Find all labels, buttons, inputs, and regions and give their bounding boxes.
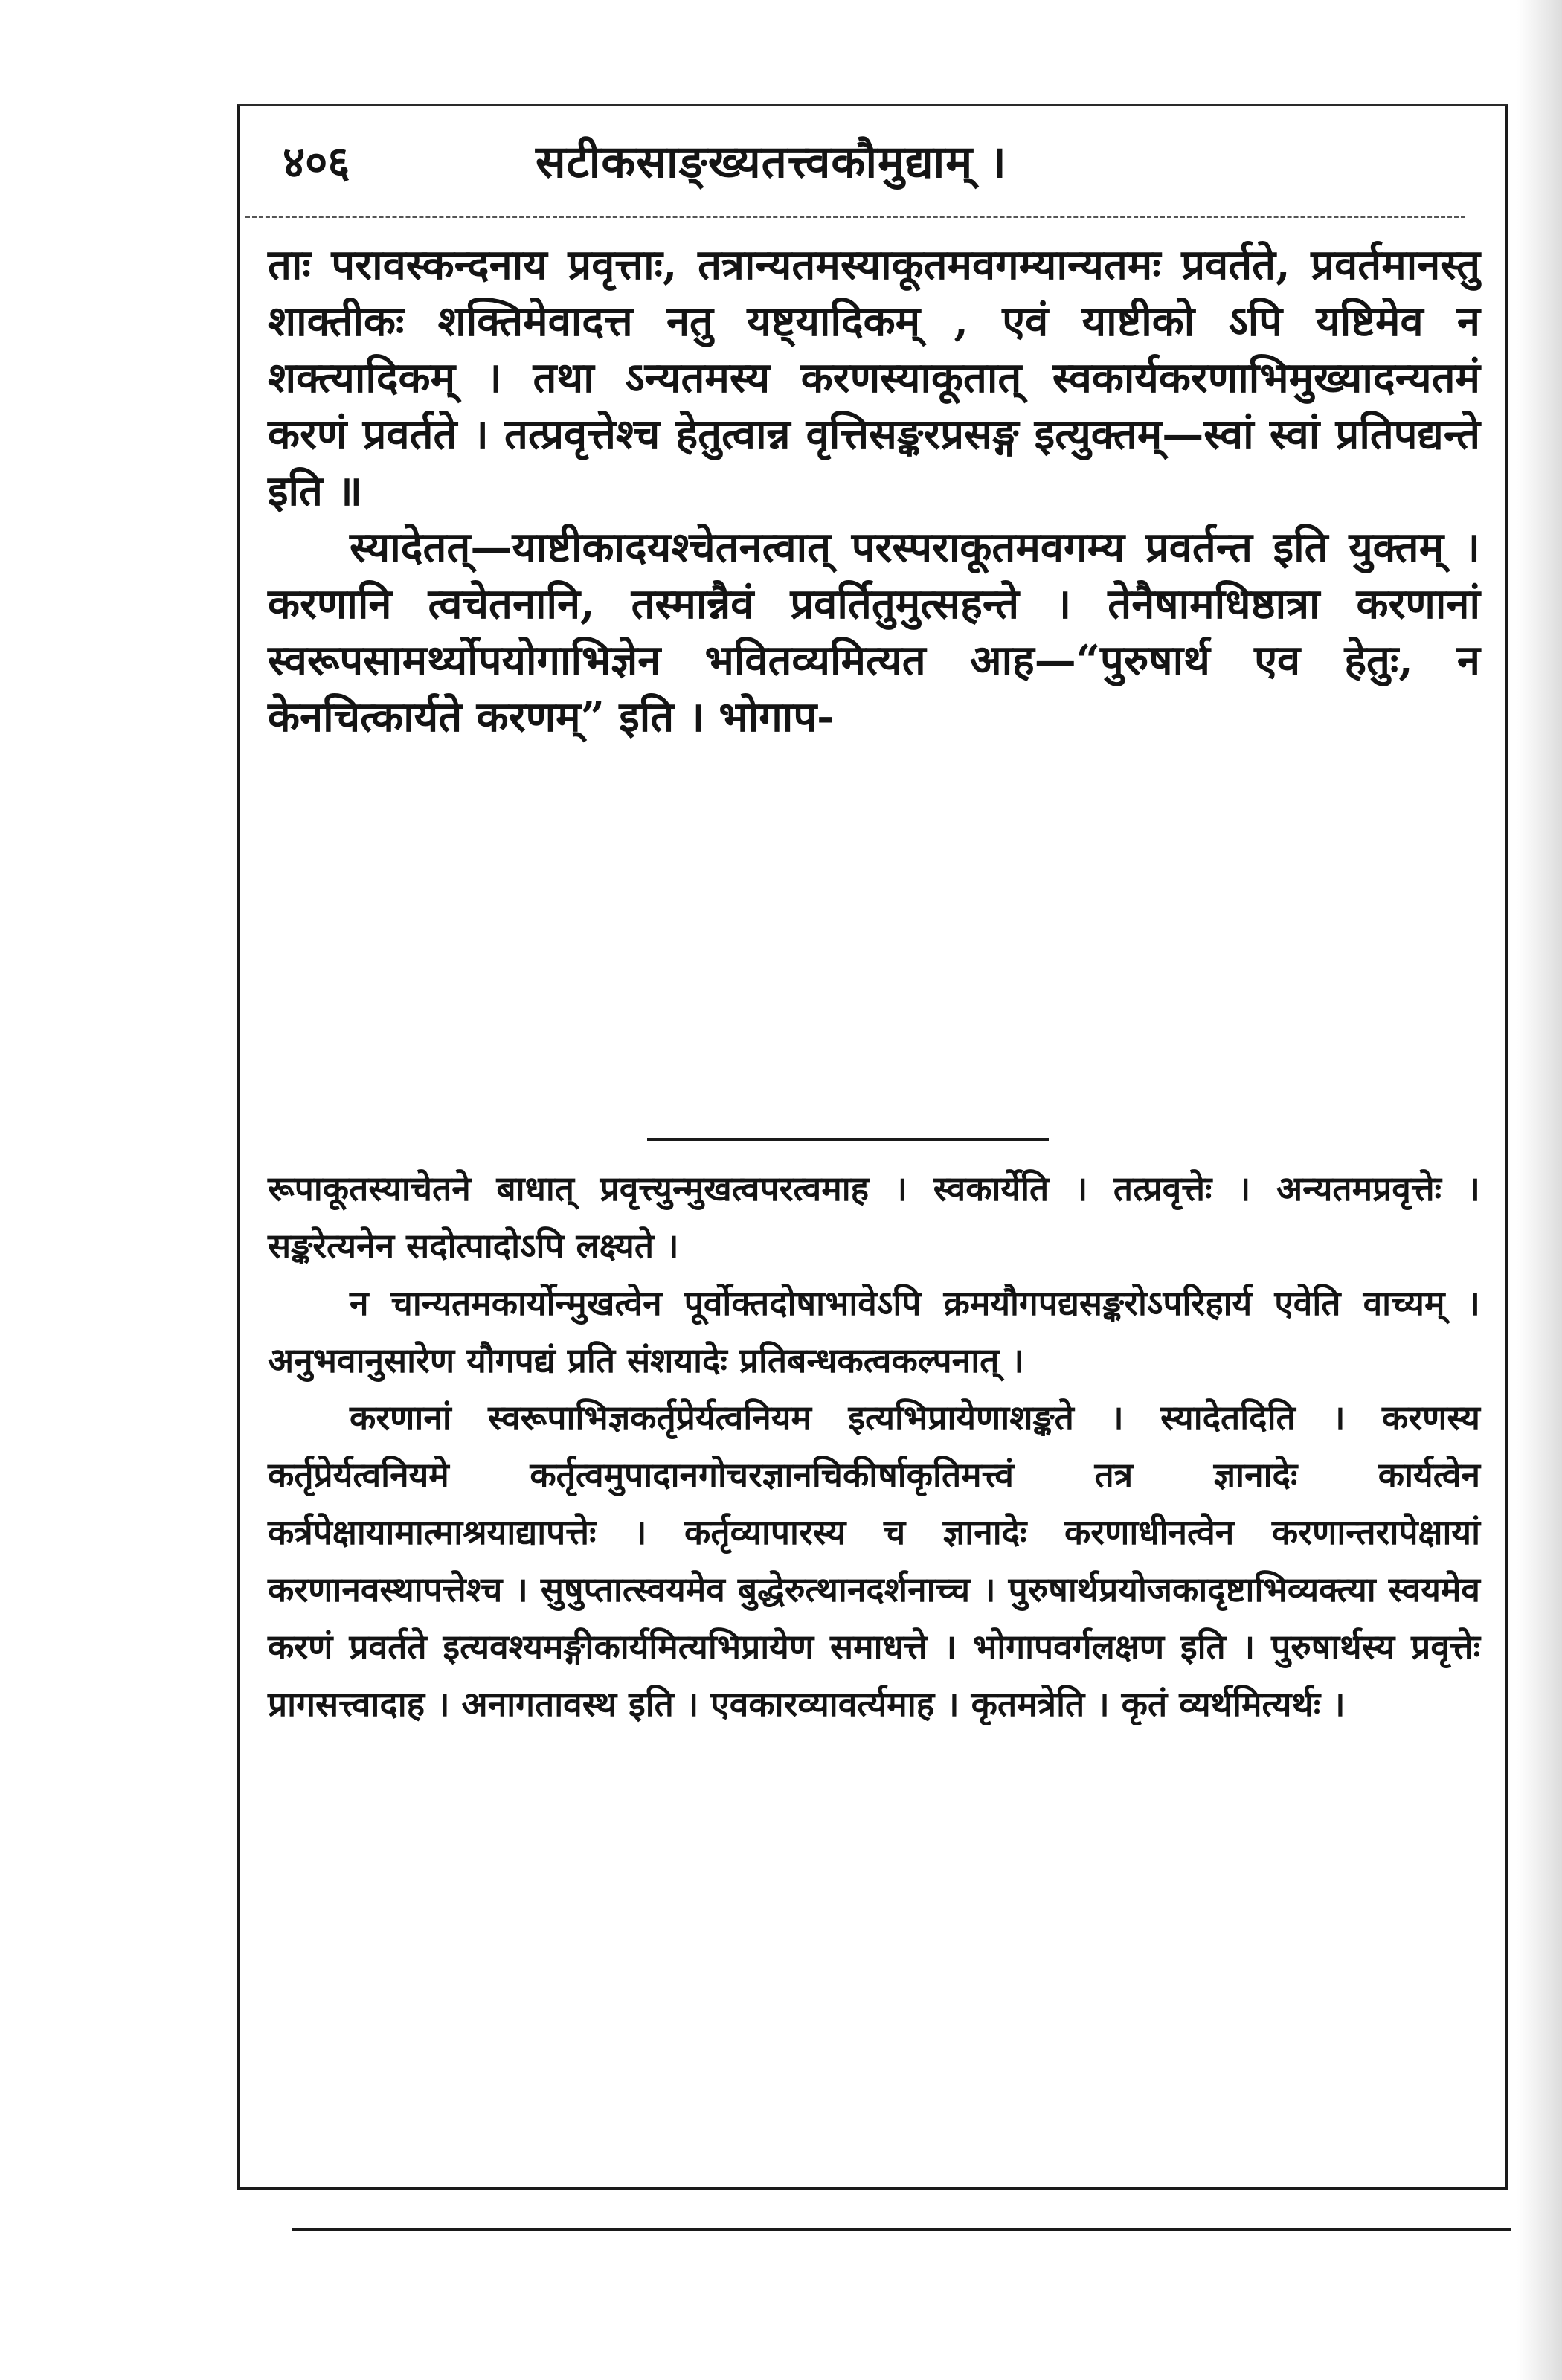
main-paragraph: स्यादेतत्—याष्टीकादयश्चेतनत्वात् परस्पराकूतमवगम्य प्रवर्तन्त इति युक्तम् । करणानि त्वचेतनानि, तस्मान्नैवं प्रवर्तितुमुत्सहन्ते । तेनैषामधिष्ठात्रा करणानां स्वरूपसामर्थ्योपयोगाभिज्ञेन भवितव्यमित्यत आह—“पुरुषार्थ एव हेतुः, न केनचित्कार्यते करणम्” इति । भोगाप-: [268, 523, 1480, 742]
commentary-paragraph: न चान्यतमकार्योन्मुखत्वेन पूर्वोक्तदोषाभावेऽपि क्रमयौगपद्यसङ्करोऽपरिहार्य एवेति वाच्यम् । अनुभवानुसारेण यौगपद्यं प्रति संशयादेः प्रतिबन्धकत्वकल्पनात् ।: [268, 1283, 1480, 1380]
commentary-paragraph: रूपाकूतस्याचेतने बाधात् प्रवृत्त्युन्मुखत्वपरत्वमाह । स्वकार्येति । तत्प्रवृत्तेः । अन्यतमप्रवृत्तेः । सङ्करेत्यनेन सदोत्पादोऽपि लक्ष्यते ।: [268, 1168, 1480, 1266]
bottom-rule: [292, 2228, 1511, 2231]
page-number: ४०६: [283, 137, 350, 187]
running-title: सटीकसाङ्ख्यतत्त्वकौमुद्याम् ।: [536, 136, 1007, 188]
main-paragraph: ताः परावस्कन्दनाय प्रवृत्ताः, तत्रान्यतमस्याकूतमवगम्यान्यतमः प्रवर्तते, प्रवर्तमानस्तु शाक्तीकः शक्तिमेवादत्त नतु यष्ट्यादिकम् , एवं याष्टीको ऽपि यष्टिमेव न शक्त्यादिकम् । तथा ऽन्यतमस्य करणस्याकूतात् स्वकार्यकरणाभिमुख्यादन्यतमं करणं प्रवर्तते । तत्प्रवृत्तेश्च हेतुत्वान्न वृत्तिसङ्करप्रसङ्ग इत्युक्तम्—स्वां स्वां प्रतिपद्यन्ते इति ॥: [268, 240, 1480, 515]
commentary-paragraph: करणानां स्वरूपाभिज्ञकर्तृप्रेर्यत्वनियम इत्यभिप्रायेणाशङ्कते । स्यादेतदिति । करणस्य कर्तृप्रेर्यत्वनियमे कर्तृत्वमुपादानगोचरज्ञानचिकीर्षाकृतिमत्त्वं तत्र ज्ञानादेः कार्यत्वेन कर्त्रपेक्षायामात्माश्रयाद्यापत्तेः । कर्तृव्यापारस्य च ज्ञानादेः करणाधीनत्वेन करणान्तरापेक्षायां करणानवस्थापत्तेश्च । सुषुप्तात्स्वयमेव बुद्धेरुत्थानदर्शनाच्च । पुरुषार्थप्रयोजकादृष्टाभिव्यक्त्या स्वयमेव करणं प्रवर्तते इत्यवश्यमङ्गीकार्यमित्यभिप्रायेण समाधत्ते । भोगापवर्गलक्षण इति । पुरुषार्थस्य प्रवृत्तेः प्रागसत्त्वादाह । अनागतावस्थ इति । एवकारव्यावर्त्यमाह । कृतमत्रेति । कृतं व्यर्थमित्यर्थः ।: [268, 1398, 1480, 1724]
page-header: [268, 125, 1473, 199]
commentary-divider: [647, 1138, 1049, 1141]
scan-page-edge: [1517, 0, 1562, 2380]
header-divider: [245, 216, 1465, 218]
main-text: [268, 237, 1480, 745]
commentary-text: [268, 1160, 1480, 1733]
